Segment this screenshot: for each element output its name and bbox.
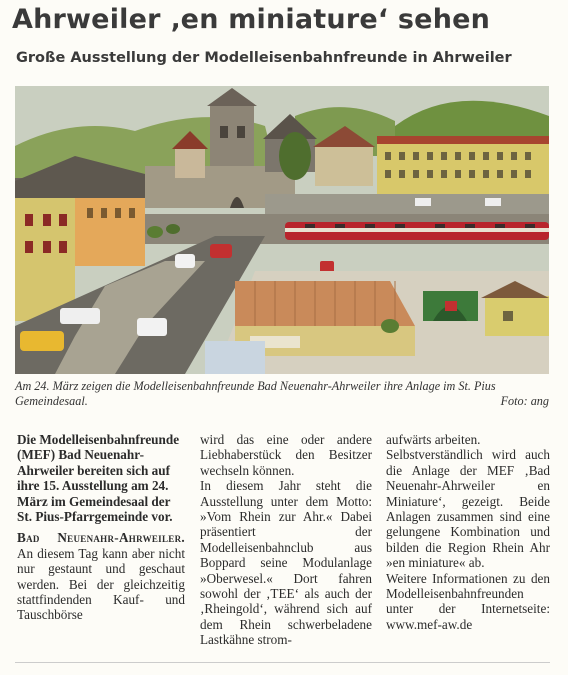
model-railway-photo (15, 86, 549, 374)
article-column-3 (386, 432, 550, 632)
article-paragraph: Selbstverständlich wird auch die Anlage der MEF ‚Bad Neuenahr-Ahrweiler en Miniature‘, gezeigt. Beide Anlagen zusammen sind eine gelungene Kombination und bilden die Region Rhein Ahr »en miniature« ab. (386, 447, 550, 571)
article-body-text: An diesem Tag kann aber nicht nur gestaunt und geschaut werden. Bei der gleichzeitig stattfindenden Kauf- und Tauschbörse (17, 545, 185, 623)
article-title: Ahrweiler ‚en miniature‘ sehen (12, 4, 491, 35)
article-subtitle: Große Ausstellung der Modelleisenbahnfreunde in Ahrweiler (16, 50, 512, 66)
photo-credit: Foto: ang (500, 394, 549, 408)
article-column-2 (200, 432, 372, 648)
article-paragraph: wird das eine oder andere Liebhaberstück den Besitzer wechseln können. (200, 432, 372, 478)
article-paragraph: In diesem Jahr steht die Ausstellung unter dem Motto: »Vom Rhein zur Ahr.« Dabei präsentiert der Modelleisenbahnclub aus Boppard seine Modulanlage »Oberwesel.« Dort fahren sowohl der ‚TEE‘ als auch der ‚Rheingold‘, während sich auf dem Rhein schwerbeladene Lastkähne strom- (200, 478, 372, 648)
article-column-1 (17, 432, 185, 623)
bottom-divider (15, 662, 550, 663)
article-paragraph (17, 530, 185, 622)
article-paragraph: aufwärts arbeiten. (386, 432, 481, 447)
article-lead: Die Modelleisenbahnfreunde (MEF) Bad Neuenahr-Ahrweiler bereiten sich auf ihre 15. Ausstellung am 24. März im Gemeindesaal der St. Pius-Pfarrgemeinde vor. (17, 432, 180, 525)
photo-caption (15, 379, 549, 409)
article-dateline: Bad Neuenahr-Ahrweiler. (17, 530, 185, 546)
article-paragraph: Weitere Informationen zu den Modelleisenbahnfreunden unter der Internetseite: www.mef-aw.de (386, 570, 550, 632)
caption-text: Am 24. März zeigen die Modelleisenbahnfreunde Bad Neuenahr-Ahrweiler ihre Anlage im St. Pius Gemeindesaal. (15, 379, 496, 408)
